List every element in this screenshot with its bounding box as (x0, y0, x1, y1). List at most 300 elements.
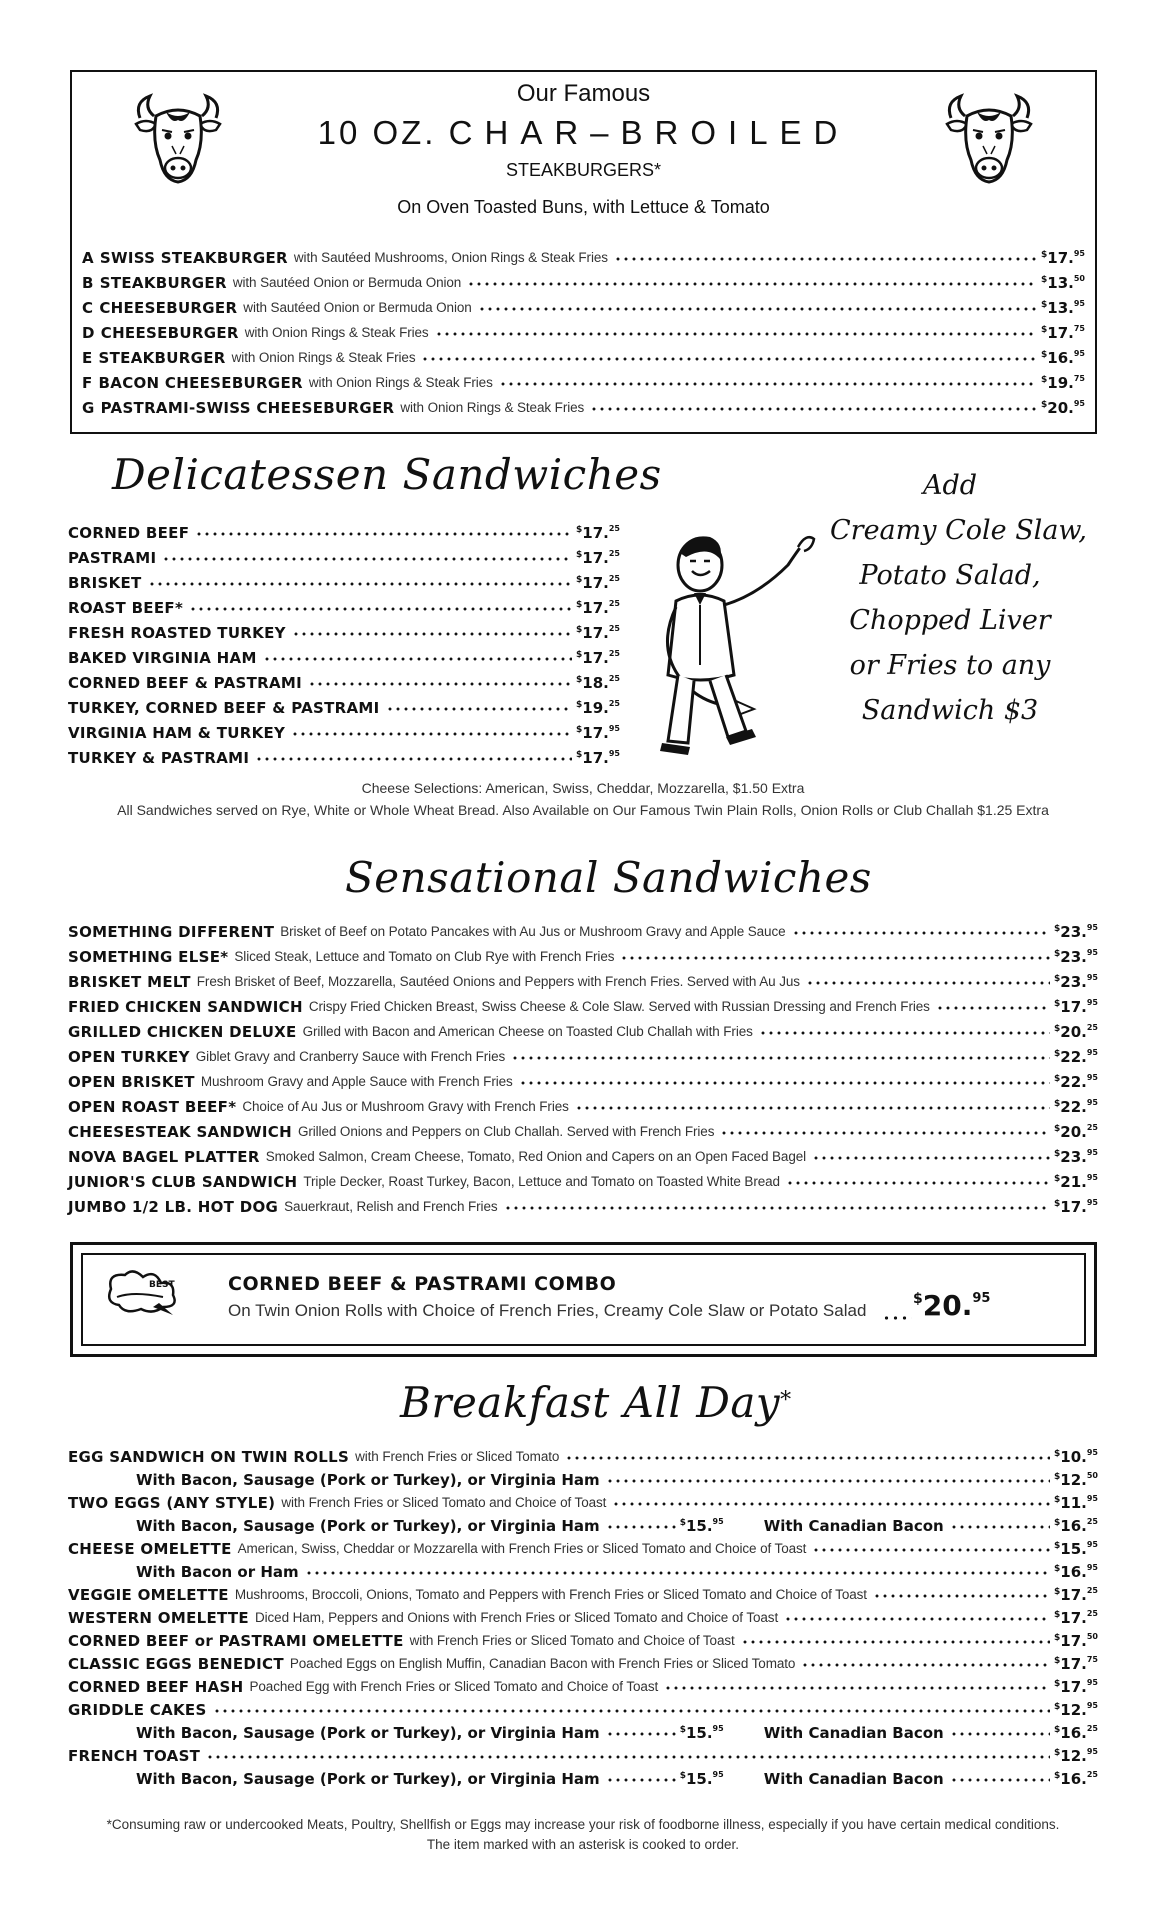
price-dollars: 17. (1060, 1198, 1087, 1216)
item-name: FRIED CHICKEN SANDWICH (68, 998, 303, 1016)
price-cents: 95 (1073, 399, 1085, 408)
item-letter: D (82, 324, 95, 342)
item-price (1054, 993, 1098, 1017)
currency-sign: $ (1054, 1725, 1061, 1735)
item-letter: C (82, 299, 94, 317)
currency-sign: $ (1054, 1149, 1061, 1159)
price-cents: 95 (1086, 1173, 1098, 1182)
price-dollars: 12. (1060, 1747, 1087, 1765)
leader-dots (162, 554, 572, 564)
menu-item-row (68, 719, 620, 743)
price-dollars: 17. (582, 724, 609, 742)
item-addon-label: With Bacon, Sausage (Pork or Turkey), or Virginia Ham (136, 1724, 600, 1742)
item-price (576, 544, 620, 568)
currency-sign: $ (1054, 1074, 1061, 1084)
burger-heading-char-broiled: CHAR–BROILED (448, 114, 850, 151)
item-name: JUMBO 1/2 LB. HOT DOG (68, 1198, 279, 1216)
item-price (1054, 968, 1098, 992)
item-name: CHEESE OMELETTE (68, 1540, 232, 1558)
currency-sign: $ (1054, 949, 1061, 959)
price-cents: 25 (608, 524, 620, 533)
item-description: Diced Ham, Peppers and Onions with French Fries or Sliced Tomato and Choice of Toast (254, 1610, 779, 1625)
menu-item-row (136, 1558, 1098, 1582)
price-dollars: 22. (1060, 1048, 1087, 1066)
footer-disclaimer: *Consuming raw or undercooked Meats, Poultry, Shellfish or Eggs may increase your risk of foodborne illness, especially if you have certain medical conditions. (106, 1817, 1060, 1832)
price-dollars: 17. (1060, 1632, 1087, 1650)
price-dollars: 18. (582, 674, 609, 692)
item-price (576, 694, 620, 718)
menu-item-row (82, 394, 1085, 418)
leader-dots (606, 1729, 676, 1739)
menu-item-row (68, 1581, 1098, 1605)
currency-sign: $ (679, 1771, 686, 1781)
add-sides-line: Creamy Cole Slaw, (830, 515, 1087, 546)
item-description: Smoked Salmon, Cream Cheese, Tomato, Red Onion and Capers on an Open Faced Bagel (265, 1149, 807, 1164)
price-cents: 50 (1086, 1632, 1098, 1641)
leader-dots (213, 1706, 1050, 1716)
cheese-selections-note: Cheese Selections: American, Swiss, Cheddar, Mozzarella, $1.50 Extra (361, 780, 805, 796)
leader-dots (606, 1522, 676, 1532)
item-name: TWO EGGS (ANY STYLE) (68, 1494, 276, 1512)
item-name: GRIDDLE CAKES (68, 1701, 207, 1719)
price-cents: 25 (1086, 1517, 1098, 1526)
leader-dots (786, 1178, 1050, 1188)
leader-dots (950, 1522, 1050, 1532)
leader-dots (590, 404, 1037, 414)
item-description: with Sautéed Mushrooms, Onion Rings & Steak Fries (293, 250, 608, 265)
item-name: BAKED VIRGINIA HAM (68, 649, 257, 667)
price-cents: 95 (1073, 299, 1085, 308)
item-name: PASTRAMI (68, 549, 157, 567)
menu-item-row (68, 968, 1098, 992)
item-price (1054, 1443, 1098, 1467)
price-dollars: 12. (1060, 1701, 1087, 1719)
menu-item-row (68, 1673, 1098, 1697)
currency-sign: $ (1041, 275, 1048, 285)
item-price (1054, 1043, 1098, 1067)
item-price (1041, 369, 1085, 393)
item-name: PASTRAMI-SWISS CHEESEBURGER (100, 399, 395, 417)
leader-dots (936, 1003, 1050, 1013)
item-name: ROAST BEEF* (68, 599, 184, 617)
price-dollars: 17. (582, 624, 609, 642)
item-name: STEAKBURGER (98, 349, 226, 367)
price-dollars: 17. (582, 649, 609, 667)
menu-item-row (68, 1489, 1098, 1513)
currency-sign: $ (1041, 375, 1048, 385)
price-dollars: 17. (1060, 1586, 1087, 1604)
leader-dots (606, 1775, 676, 1785)
price-cents: 95 (1086, 948, 1098, 957)
canadian-bacon-price (1054, 1765, 1098, 1789)
currency-sign: $ (1054, 1656, 1061, 1666)
price-dollars: 22. (1060, 1073, 1087, 1091)
combo-description: On Twin Onion Rolls with Choice of French Fries, Creamy Cole Slaw or Potato Salad (228, 1301, 867, 1320)
leader-dots (519, 1078, 1050, 1088)
leader-dots (812, 1153, 1050, 1163)
currency-sign: $ (576, 575, 583, 585)
menu-item-row (68, 1535, 1098, 1559)
price-cents: 95 (1086, 1048, 1098, 1057)
menu-item-row (68, 669, 620, 693)
currency-sign: $ (1041, 300, 1048, 310)
price-cents: 95 (1086, 1148, 1098, 1157)
waiter-illustration (638, 515, 838, 765)
price-dollars: 11. (1060, 1494, 1087, 1512)
item-description: with Onion Rings & Steak Fries (400, 400, 585, 415)
price-cents: 95 (1086, 1073, 1098, 1082)
item-name: BACON CHEESEBURGER (98, 374, 303, 392)
menu-item-row (136, 1719, 1098, 1743)
item-name: OPEN ROAST BEEF* (68, 1098, 237, 1116)
menu-item-row (68, 1696, 1098, 1720)
currency-sign: $ (576, 725, 583, 735)
price-cents: 95 (1086, 1198, 1098, 1207)
item-name: VEGGIE OMELETTE (68, 1586, 229, 1604)
menu-item-row (68, 1093, 1098, 1117)
currency-sign: $ (1054, 1124, 1061, 1134)
price-cents: 95 (608, 724, 620, 733)
bread-options-note: All Sandwiches served on Rye, White or Whole Wheat Bread. Also Available on Our Famous Twin Plain Rolls, Onion Rolls or Club Challah $1.25 Extra (117, 802, 1049, 818)
price-dollars: 20. (1060, 1123, 1087, 1141)
currency-sign: $ (1054, 999, 1061, 1009)
item-price (576, 519, 620, 543)
item-description: with French Fries or Sliced Tomato (355, 1449, 560, 1464)
price-cents: 95 (1086, 1563, 1098, 1572)
price-dollars: 19. (582, 699, 609, 717)
item-addon-label: With Bacon, Sausage (Pork or Turkey), or Virginia Ham (136, 1770, 600, 1788)
menu-item-row (68, 1118, 1098, 1142)
price-dollars: 22. (1060, 1098, 1087, 1116)
item-name: NOVA BAGEL PLATTER (68, 1148, 260, 1166)
menu-item-row (68, 644, 620, 668)
price-dollars: 17. (1060, 1678, 1087, 1696)
currency-sign: $ (1054, 1679, 1061, 1689)
item-description: Sliced Steak, Lettuce and Tomato on Club Rye with French Fries (234, 949, 615, 964)
item-description: with Sautéed Onion or Bermuda Onion (232, 275, 462, 290)
item-name: JUNIOR'S CLUB SANDWICH (68, 1173, 298, 1191)
menu-item-row (68, 569, 620, 593)
item-name: CHEESEBURGER (99, 299, 238, 317)
item-description: Choice of Au Jus or Mushroom Gravy with French Fries (242, 1099, 569, 1114)
price-dollars: 15. (1060, 1540, 1087, 1558)
item-description: Triple Decker, Roast Turkey, Bacon, Lettuce and Tomato on Toasted White Bread (303, 1174, 780, 1189)
item-description: with Onion Rings & Steak Fries (231, 350, 416, 365)
item-name: OPEN TURKEY (68, 1048, 190, 1066)
menu-item-row (68, 943, 1098, 967)
leader-dots (741, 1637, 1050, 1647)
item-description: with French Fries or Sliced Tomato and Choice of Toast (409, 1633, 735, 1648)
currency-sign: $ (1054, 1587, 1061, 1597)
item-price (1054, 1143, 1098, 1167)
item-price (1054, 1604, 1098, 1628)
item-addon-label: With Bacon, Sausage (Pork or Turkey), or Virginia Ham (136, 1517, 600, 1535)
currency-sign: $ (1054, 1610, 1061, 1620)
item-price (1041, 269, 1085, 293)
item-price (1054, 1193, 1098, 1217)
item-description: Grilled Onions and Peppers on Club Challah. Served with French Fries (297, 1124, 715, 1139)
add-sides-line: or Fries to any (849, 650, 1051, 681)
price-cents: 25 (608, 699, 620, 708)
item-name: CORNED BEEF (68, 524, 190, 542)
price-dollars: 15. (685, 1770, 713, 1788)
price-cents: 25 (1086, 1770, 1098, 1779)
price-cents: 95 (1086, 1678, 1098, 1687)
item-description: Crispy Fried Chicken Breast, Swiss Cheese & Cole Slaw. Served with Russian Dressing and French Fries (308, 999, 930, 1014)
item-letter: G (82, 399, 95, 417)
item-name: CHEESEBURGER (100, 324, 239, 342)
item-description: Poached Egg with French Fries or Sliced Tomato and Choice of Toast (249, 1679, 659, 1694)
leader-dots (421, 354, 1037, 364)
price-cents: 95 (1086, 1701, 1098, 1710)
price-cents: 75 (1086, 1655, 1098, 1664)
currency-sign: $ (576, 600, 583, 610)
item-price (1054, 1118, 1098, 1142)
leader-dots (806, 978, 1050, 988)
leader-dots (614, 254, 1037, 264)
add-sides-line: Sandwich $3 (861, 695, 1039, 726)
item-name: SWISS STEAKBURGER (99, 249, 288, 267)
price-dollars: 23. (1060, 973, 1087, 991)
item-description: Mushrooms, Broccoli, Onions, Tomato and Peppers with French Fries or Sliced Tomato and Choice of Toast (234, 1587, 867, 1602)
add-sides-line: Add (922, 470, 978, 501)
item-name: CLASSIC EGGS BENEDICT (68, 1655, 284, 1673)
price-dollars: 17. (582, 524, 609, 542)
price-dollars: 15. (685, 1724, 713, 1742)
leader-dots (950, 1775, 1050, 1785)
price-dollars: 17. (1047, 324, 1074, 342)
menu-item-row (68, 1043, 1098, 1067)
burger-heading-steakburgers: STEAKBURGERS* (505, 160, 662, 180)
leader-dots (504, 1203, 1051, 1213)
canadian-bacon-label: With Canadian Bacon (763, 1770, 944, 1788)
item-name: WESTERN OMELETTE (68, 1609, 249, 1627)
menu-item-row (68, 544, 620, 568)
leader-dots (305, 1568, 1050, 1578)
currency-sign: $ (1041, 325, 1048, 335)
leader-dots (478, 304, 1037, 314)
item-price (576, 594, 620, 618)
menu-item-row (82, 344, 1085, 368)
breakfast-title-text: Breakfast All Day (400, 1378, 781, 1427)
item-name: SOMETHING ELSE* (68, 948, 229, 966)
add-sides-line: Chopped Liver (849, 605, 1051, 636)
price-cents: 95 (1086, 998, 1098, 1007)
item-name: CORNED BEEF & PASTRAMI (68, 674, 303, 692)
item-price (1054, 918, 1098, 942)
price-cents: 75 (1073, 324, 1085, 333)
item-name: BRISKET (68, 574, 142, 592)
price-dollars: 17. (1060, 1609, 1087, 1627)
item-price (1054, 1068, 1098, 1092)
menu-item-row (68, 1018, 1098, 1042)
currency-sign: $ (1054, 1518, 1061, 1528)
item-price (1054, 1650, 1098, 1674)
price-cents: 95 (1086, 1747, 1098, 1756)
addon-price (680, 1512, 724, 1536)
price-dollars: 23. (1060, 1148, 1087, 1166)
canadian-bacon-price (1054, 1512, 1098, 1536)
item-name: GRILLED CHICKEN DELUXE (68, 1023, 297, 1041)
leader-dots (511, 1053, 1050, 1063)
currency-sign: $ (1054, 1174, 1061, 1184)
leader-dots (759, 1028, 1050, 1038)
price-dollars: 17. (582, 749, 609, 767)
currency-sign: $ (1054, 1541, 1061, 1551)
steakburger-box (70, 70, 1097, 434)
price-cents: 25 (1086, 1724, 1098, 1733)
combo-box (70, 1242, 1097, 1357)
item-letter: E (82, 349, 93, 367)
item-description: Poached Eggs on English Muffin, Canadian Bacon with French Fries or Sliced Tomato (289, 1656, 796, 1671)
price-cents: 95 (1073, 249, 1085, 258)
leader-dots (664, 1683, 1050, 1693)
leader-dots (792, 928, 1050, 938)
add-sides-line: Potato Salad, (859, 560, 1041, 591)
burger-heading-title (72, 114, 1095, 152)
price-dollars: 17. (1060, 998, 1087, 1016)
leader-dots (292, 629, 572, 639)
menu-item-row (136, 1466, 1098, 1490)
leader-dots (148, 579, 572, 589)
price-cents: 25 (608, 549, 620, 558)
price-cents: 25 (608, 649, 620, 658)
price-cents: 95 (712, 1517, 724, 1526)
item-price (1054, 1093, 1098, 1117)
item-description: Fresh Brisket of Beef, Mozzarella, Sautéed Onions and Peppers with French Fries. Served with Au Jus (196, 974, 800, 989)
item-price (1041, 344, 1085, 368)
price-dollars: 15. (685, 1517, 713, 1535)
currency-sign: $ (1054, 1771, 1061, 1781)
addon-price (680, 1719, 724, 1743)
currency-sign: $ (576, 625, 583, 635)
item-description: Brisket of Beef on Potato Pancakes with Au Jus or Mushroom Gravy and Apple Sauce (280, 924, 786, 939)
item-letter: A (82, 249, 94, 267)
leader-dots (950, 1729, 1050, 1739)
currency-sign: $ (1041, 350, 1048, 360)
price-cents: 50 (1073, 274, 1085, 283)
currency-sign: $ (576, 550, 583, 560)
item-description: with French Fries or Sliced Tomato and Choice of Toast (281, 1495, 607, 1510)
menu-item-row (68, 594, 620, 618)
leader-dots (720, 1128, 1050, 1138)
price-cents: 25 (608, 674, 620, 683)
price-dollars: 17. (1047, 249, 1074, 267)
item-name: OPEN BRISKET (68, 1073, 195, 1091)
price-dollars: 16. (1060, 1563, 1087, 1581)
currency-sign: $ (1054, 1099, 1061, 1109)
price-dollars: 21. (1060, 1173, 1087, 1191)
item-description: American, Swiss, Cheddar or Mozzarella with French Fries or Sliced Tomato and Choice of Toast (237, 1541, 807, 1556)
menu-item-row (68, 993, 1098, 1017)
item-description: Grilled with Bacon and American Cheese on Toasted Club Challah with Fries (302, 1024, 753, 1039)
best-sandwich-icon (103, 1263, 183, 1317)
addon-price (680, 1765, 724, 1789)
menu-item-row (82, 244, 1085, 268)
currency-sign: $ (1054, 1049, 1061, 1059)
menu-item-row (68, 1443, 1098, 1467)
item-price (1054, 1696, 1098, 1720)
breakfast-title (400, 1378, 792, 1427)
footer-asterisk-note: The item marked with an asterisk is cooked to order. (426, 1837, 740, 1852)
currency-sign: $ (913, 1291, 923, 1307)
menu-item-row (68, 918, 1098, 942)
combo-price-dollars: 20. (922, 1289, 973, 1322)
leader-dots (291, 729, 572, 739)
burger-heading-buns: On Oven Toasted Buns, with Lettuce & Tomato (397, 197, 770, 217)
price-cents: 95 (608, 749, 620, 758)
price-cents: 25 (608, 599, 620, 608)
item-description: Giblet Gravy and Cranberry Sauce with French Fries (195, 1049, 506, 1064)
price-cents: 75 (1073, 374, 1085, 383)
currency-sign: $ (1041, 400, 1048, 410)
item-description: with Sautéed Onion or Bermuda Onion (243, 300, 472, 315)
item-price (1054, 943, 1098, 967)
combo-leader-dots (882, 1313, 912, 1323)
menu-item-row (68, 744, 620, 768)
leader-dots (873, 1591, 1050, 1601)
item-price (1054, 1168, 1098, 1192)
item-description: with Onion Rings & Steak Fries (308, 375, 493, 390)
currency-sign: $ (1054, 1702, 1061, 1712)
price-dollars: 23. (1060, 923, 1087, 941)
leader-dots (606, 1476, 1050, 1486)
leader-dots (308, 679, 572, 689)
price-dollars: 20. (1060, 1023, 1087, 1041)
item-price (1041, 294, 1085, 318)
leader-dots (263, 654, 572, 664)
price-dollars: 17. (582, 549, 609, 567)
leader-dots (801, 1660, 1050, 1670)
leader-dots (565, 1453, 1050, 1463)
breakfast-title-asterisk: * (780, 1388, 792, 1413)
best-label: BEST (149, 1280, 175, 1290)
currency-sign: $ (1054, 1633, 1061, 1643)
menu-item-row (68, 1650, 1098, 1674)
item-price (1054, 1581, 1098, 1605)
currency-sign: $ (576, 750, 583, 760)
item-name: SOMETHING DIFFERENT (68, 923, 275, 941)
combo-price-cents: 95 (972, 1291, 991, 1306)
price-cents: 25 (1086, 1023, 1098, 1032)
currency-sign: $ (1054, 1199, 1061, 1209)
price-dollars: 23. (1060, 948, 1087, 966)
item-addon-label: With Bacon or Ham (136, 1563, 299, 1581)
menu-item-row (68, 1604, 1098, 1628)
item-price (1054, 1558, 1098, 1582)
item-description: with Onion Rings & Steak Fries (244, 325, 429, 340)
currency-sign: $ (1054, 924, 1061, 934)
item-letter: B (82, 274, 94, 292)
currency-sign: $ (1054, 1472, 1061, 1482)
item-price (1054, 1627, 1098, 1651)
currency-sign: $ (1054, 1564, 1061, 1574)
leader-dots (467, 279, 1037, 289)
leader-dots (386, 704, 572, 714)
leader-dots (435, 329, 1037, 339)
price-dollars: 10. (1060, 1448, 1087, 1466)
item-description: Mushroom Gravy and Apple Sauce with French Fries (200, 1074, 513, 1089)
currency-sign: $ (1041, 250, 1048, 260)
deli-title: Delicatessen Sandwiches (112, 450, 662, 499)
leader-dots (812, 1545, 1050, 1555)
item-letter: F (82, 374, 93, 392)
price-dollars: 17. (582, 599, 609, 617)
leader-dots (620, 953, 1050, 963)
item-price (1054, 1466, 1098, 1490)
menu-item-row (82, 369, 1085, 393)
currency-sign: $ (576, 700, 583, 710)
